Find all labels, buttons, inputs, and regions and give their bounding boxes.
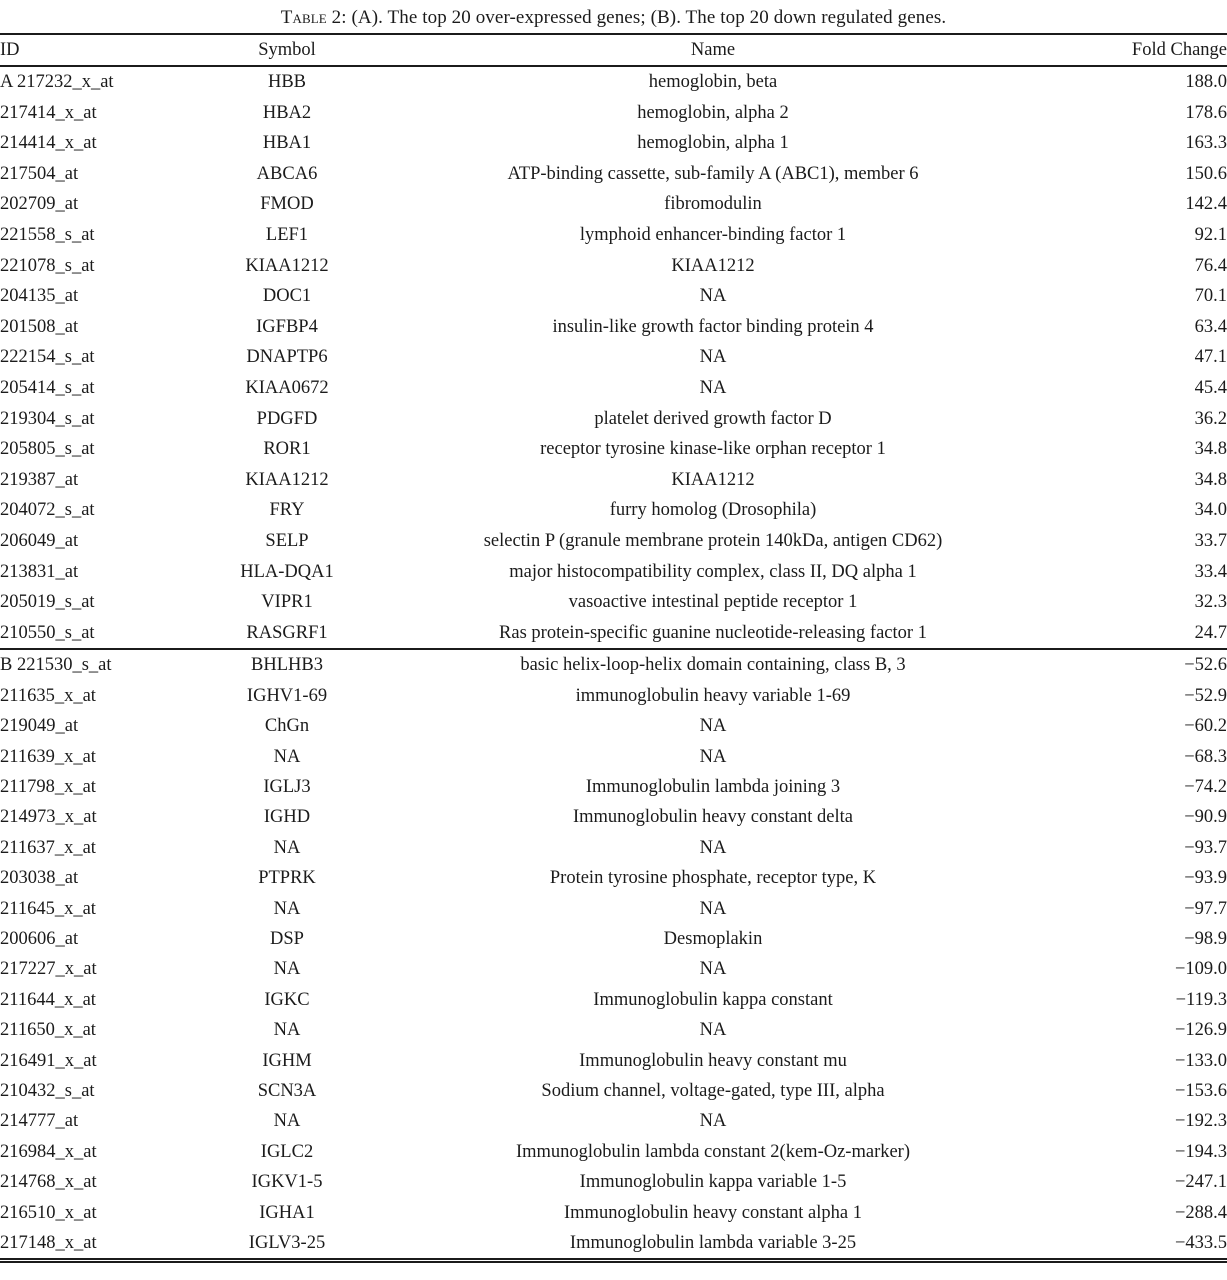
cell-id: B 221530_s_at	[0, 649, 172, 680]
cell-symbol: RASGRF1	[246, 622, 328, 643]
cell-name: NA	[699, 746, 727, 767]
cell-id: 214768_x_at	[0, 1172, 97, 1193]
cell-symbol: NA	[273, 746, 301, 767]
cell-symbol: IGHD	[263, 807, 311, 828]
cell-name: Immunoglobulin heavy constant delta	[572, 807, 853, 828]
table-row	[0, 587, 1227, 618]
cell-symbol: ABCA6	[256, 163, 318, 184]
cell-fold: −119.3	[1175, 989, 1227, 1010]
table-row	[0, 1228, 1227, 1261]
table-row	[0, 772, 1227, 802]
cell-symbol: IGLJ3	[263, 776, 311, 797]
table-row	[0, 128, 1227, 159]
cell-id: 219304_s_at	[0, 408, 95, 429]
cell-id: 221078_s_at	[0, 255, 95, 276]
cell-fold: −74.2	[1184, 776, 1227, 797]
cell-id: 214973_x_at	[0, 807, 97, 828]
table-row	[0, 894, 1227, 924]
cell-symbol: IGKC	[264, 989, 310, 1010]
cell-symbol: IGHM	[262, 1050, 312, 1071]
cell-id: 201508_at	[0, 316, 79, 337]
cell-fold: −90.9	[1184, 807, 1227, 828]
table-row	[0, 924, 1227, 954]
cell-fold: −126.9	[1174, 1020, 1227, 1041]
cell-symbol: ROR1	[263, 439, 311, 460]
cell-fold: 150.6	[1185, 163, 1227, 184]
table-row	[0, 1076, 1227, 1106]
table-row	[0, 342, 1227, 373]
table-caption	[0, 0, 1227, 33]
cell-symbol: NA	[273, 898, 301, 919]
cell-id: 219387_at	[0, 469, 79, 490]
table-caption-text: (A). The top 20 over-expressed genes; (B). The top 20 down regulated genes.	[346, 7, 947, 28]
table-row	[0, 557, 1227, 588]
cell-name: Immunoglobulin lambda constant 2(kem-Oz-marker)	[515, 1141, 911, 1162]
cell-symbol: FMOD	[260, 194, 314, 215]
cell-name: Immunoglobulin kappa constant	[593, 989, 833, 1010]
cell-symbol: NA	[273, 1020, 301, 1041]
cell-fold: 188.0	[1185, 72, 1227, 92]
table-row	[0, 220, 1227, 251]
cell-id: 211637_x_at	[0, 837, 96, 858]
cell-symbol: KIAA1212	[245, 469, 329, 490]
cell-fold: −153.6	[1174, 1080, 1227, 1101]
table-row	[0, 618, 1227, 650]
cell-name: Immunoglobulin kappa variable 1-5	[579, 1172, 847, 1193]
cell-name: NA	[699, 1111, 727, 1132]
table-row	[0, 98, 1227, 129]
table-row	[0, 742, 1227, 772]
cell-name: NA	[699, 898, 727, 919]
cell-id: 210432_s_at	[0, 1080, 95, 1101]
table-header	[0, 34, 1227, 66]
cell-fold: −68.3	[1184, 746, 1227, 767]
cell-symbol: IGHV1-69	[246, 685, 328, 706]
cell-symbol: LEF1	[265, 224, 309, 245]
cell-symbol: IGKV1-5	[251, 1172, 323, 1193]
cell-fold: 34.8	[1194, 439, 1227, 460]
table-row	[0, 711, 1227, 741]
cell-fold: −98.9	[1184, 928, 1227, 949]
table-caption-label: Table 2:	[280, 7, 347, 28]
cell-name: fibromodulin	[664, 194, 762, 215]
cell-id: 211644_x_at	[0, 989, 96, 1010]
table-row	[0, 833, 1227, 863]
table-row	[0, 251, 1227, 282]
cell-symbol: PDGFD	[256, 408, 318, 429]
table-row	[0, 312, 1227, 343]
cell-name: vasoactive intestinal peptide receptor 1	[568, 592, 858, 613]
cell-name: NA	[699, 837, 727, 858]
table-row	[0, 985, 1227, 1015]
cell-fold: −52.9	[1184, 685, 1227, 706]
table-row	[0, 1046, 1227, 1076]
cell-name: furry homolog (Drosophila)	[609, 500, 817, 521]
cell-name: lymphoid enhancer-binding factor 1	[579, 224, 847, 245]
cell-name: KIAA1212	[671, 469, 755, 490]
cell-fold: −97.7	[1184, 898, 1227, 919]
cell-id: 200606_at	[0, 928, 79, 949]
table-row	[0, 802, 1227, 832]
cell-symbol: NA	[273, 1111, 301, 1132]
cell-fold: 33.7	[1194, 530, 1227, 551]
cell-symbol: PTPRK	[258, 868, 316, 889]
table-row	[0, 863, 1227, 893]
cell-name: platelet derived growth factor D	[594, 408, 832, 429]
cell-symbol: HBA2	[262, 102, 312, 123]
cell-symbol: SELP	[265, 530, 309, 551]
cell-fold: 24.7	[1194, 622, 1227, 643]
cell-name: NA	[699, 959, 727, 980]
cell-id: 222154_s_at	[0, 347, 95, 368]
cell-fold: −109.0	[1174, 959, 1227, 980]
cell-name: receptor tyrosine kinase-like orphan receptor 1	[540, 439, 886, 460]
cell-id: 204072_s_at	[0, 500, 95, 521]
cell-id: 206049_at	[0, 530, 79, 551]
cell-fold: 34.0	[1194, 500, 1227, 521]
cell-symbol: FRY	[269, 500, 305, 521]
cell-id: 203038_at	[0, 868, 79, 889]
table-row	[0, 1137, 1227, 1167]
cell-id: 217504_at	[0, 163, 79, 184]
table-row	[0, 1015, 1227, 1045]
cell-name: insulin-like growth factor binding protein 4	[552, 316, 874, 337]
cell-symbol: IGHA1	[259, 1202, 315, 1223]
cell-id: 219049_at	[0, 716, 79, 737]
table-row	[0, 159, 1227, 190]
cell-id: 205019_s_at	[0, 592, 95, 613]
table-row	[0, 1106, 1227, 1136]
cell-fold: 178.6	[1185, 102, 1227, 123]
cell-fold: −60.2	[1184, 716, 1227, 737]
cell-fold: 63.4	[1194, 316, 1227, 337]
cell-name: Desmoplakin	[663, 928, 763, 949]
cell-fold: 92.1	[1194, 224, 1227, 245]
cell-name: Protein tyrosine phosphate, receptor type, K	[549, 868, 877, 889]
cell-name: ATP-binding cassette, sub-family A (ABC1), member 6	[507, 163, 919, 184]
cell-fold: 36.2	[1194, 408, 1227, 429]
cell-fold: 47.1	[1194, 347, 1227, 368]
cell-id: 217414_x_at	[0, 102, 97, 123]
cell-id: 221558_s_at	[0, 224, 95, 245]
cell-id: 214777_at	[0, 1111, 79, 1132]
cell-name: NA	[699, 347, 727, 368]
table-row	[0, 66, 1227, 98]
cell-name: Ras protein-specific guanine nucleotide-releasing factor 1	[499, 622, 927, 643]
header-symbol: Symbol	[172, 34, 402, 66]
table-row	[0, 189, 1227, 220]
header-id: ID	[0, 34, 172, 66]
cell-symbol: NA	[273, 837, 301, 858]
cell-fold: −93.9	[1184, 868, 1227, 889]
cell-id: 211650_x_at	[0, 1020, 96, 1041]
cell-fold: 76.4	[1194, 255, 1227, 276]
section-a-overexpressed	[0, 66, 1227, 649]
cell-symbol: HBB	[267, 72, 307, 92]
cell-name: KIAA1212	[671, 255, 755, 276]
cell-name: hemoglobin, alpha 1	[637, 133, 789, 154]
cell-fold: −288.4	[1174, 1202, 1227, 1223]
cell-fold: −194.3	[1174, 1141, 1227, 1162]
cell-name: basic helix-loop-helix domain containing, class B, 3	[402, 649, 1024, 680]
cell-name: hemoglobin, beta	[648, 72, 778, 92]
cell-fold: 163.3	[1185, 133, 1227, 154]
cell-id: 214414_x_at	[0, 133, 97, 154]
cell-name: Immunoglobulin heavy constant alpha 1	[564, 1202, 862, 1223]
cell-symbol: BHLHB3	[172, 649, 402, 680]
header-row	[0, 34, 1227, 66]
cell-symbol: DSP	[270, 928, 304, 949]
table-row	[0, 526, 1227, 557]
cell-id: 205414_s_at	[0, 377, 95, 398]
cell-symbol: IGLC2	[260, 1141, 314, 1162]
cell-id: 216491_x_at	[0, 1050, 97, 1071]
cell-name: NA	[699, 377, 727, 398]
table-row	[0, 495, 1227, 526]
cell-symbol: HBA1	[262, 133, 312, 154]
gene-expression-table	[0, 33, 1227, 1263]
table-row	[0, 465, 1227, 496]
cell-symbol: NA	[273, 959, 301, 980]
cell-fold: −93.7	[1184, 837, 1227, 858]
cell-name: Immunoglobulin lambda variable 3-25	[569, 1233, 857, 1253]
cell-id: 205805_s_at	[0, 439, 95, 460]
table-row	[0, 1198, 1227, 1228]
cell-id: 202709_at	[0, 194, 79, 215]
cell-fold: −192.3	[1174, 1111, 1227, 1132]
table-row	[0, 434, 1227, 465]
cell-symbol: ChGn	[264, 716, 310, 737]
cell-fold: 45.4	[1194, 377, 1227, 398]
cell-id: 211639_x_at	[0, 746, 96, 767]
cell-id: 213831_at	[0, 561, 79, 582]
cell-name: NA	[699, 286, 727, 307]
cell-name: Sodium channel, voltage-gated, type III, alpha	[541, 1080, 885, 1101]
cell-fold: 33.4	[1194, 561, 1227, 582]
cell-fold: −247.1	[1174, 1172, 1227, 1193]
cell-fold: 34.8	[1194, 469, 1227, 490]
cell-fold: −133.0	[1174, 1050, 1227, 1071]
cell-name: NA	[699, 1020, 727, 1041]
cell-id: 216510_x_at	[0, 1202, 97, 1223]
cell-id: 204135_at	[0, 286, 79, 307]
cell-id: A 217232_x_at	[0, 72, 114, 92]
table-row	[0, 404, 1227, 435]
cell-id: 217227_x_at	[0, 959, 97, 980]
cell-name: major histocompatibility complex, class II, DQ alpha 1	[509, 561, 917, 582]
cell-id: 211645_x_at	[0, 898, 96, 919]
cell-fold: 32.3	[1194, 592, 1227, 613]
cell-name: NA	[699, 716, 727, 737]
cell-id: 210550_s_at	[0, 622, 95, 643]
cell-id: 211798_x_at	[0, 776, 96, 797]
cell-symbol: KIAA0672	[245, 377, 329, 398]
cell-fold: 142.4	[1185, 194, 1227, 215]
cell-fold: −52.6	[1024, 649, 1227, 680]
table-row	[0, 681, 1227, 711]
cell-name: hemoglobin, alpha 2	[637, 102, 789, 123]
cell-symbol: VIPR1	[261, 592, 313, 613]
section-b-downregulated	[0, 649, 1227, 1261]
cell-fold: −433.5	[1174, 1233, 1227, 1253]
header-fold-change: Fold Change	[1024, 34, 1227, 66]
cell-symbol: SCN3A	[257, 1080, 317, 1101]
table-row	[0, 954, 1227, 984]
cell-symbol: IGLV3-25	[248, 1233, 326, 1253]
table-row	[0, 1167, 1227, 1197]
cell-name: Immunoglobulin lambda joining 3	[585, 776, 841, 797]
cell-symbol: IGFBP4	[256, 316, 318, 337]
cell-id: 216984_x_at	[0, 1141, 97, 1162]
cell-symbol: DNAPTP6	[246, 347, 328, 368]
cell-name: Immunoglobulin heavy constant mu	[579, 1050, 847, 1071]
cell-symbol: KIAA1212	[245, 255, 329, 276]
cell-fold: 70.1	[1194, 286, 1227, 307]
cell-id: 211635_x_at	[0, 685, 96, 706]
cell-id: 217148_x_at	[0, 1233, 97, 1253]
table-row	[0, 649, 1227, 680]
cell-symbol: DOC1	[262, 286, 312, 307]
table-row	[0, 373, 1227, 404]
cell-symbol: HLA-DQA1	[240, 561, 334, 582]
cell-name: selectin P (granule membrane protein 140kDa, antigen CD62)	[483, 530, 943, 551]
table-row	[0, 281, 1227, 312]
cell-name: immunoglobulin heavy variable 1-69	[575, 685, 851, 706]
header-name: Name	[402, 34, 1024, 66]
